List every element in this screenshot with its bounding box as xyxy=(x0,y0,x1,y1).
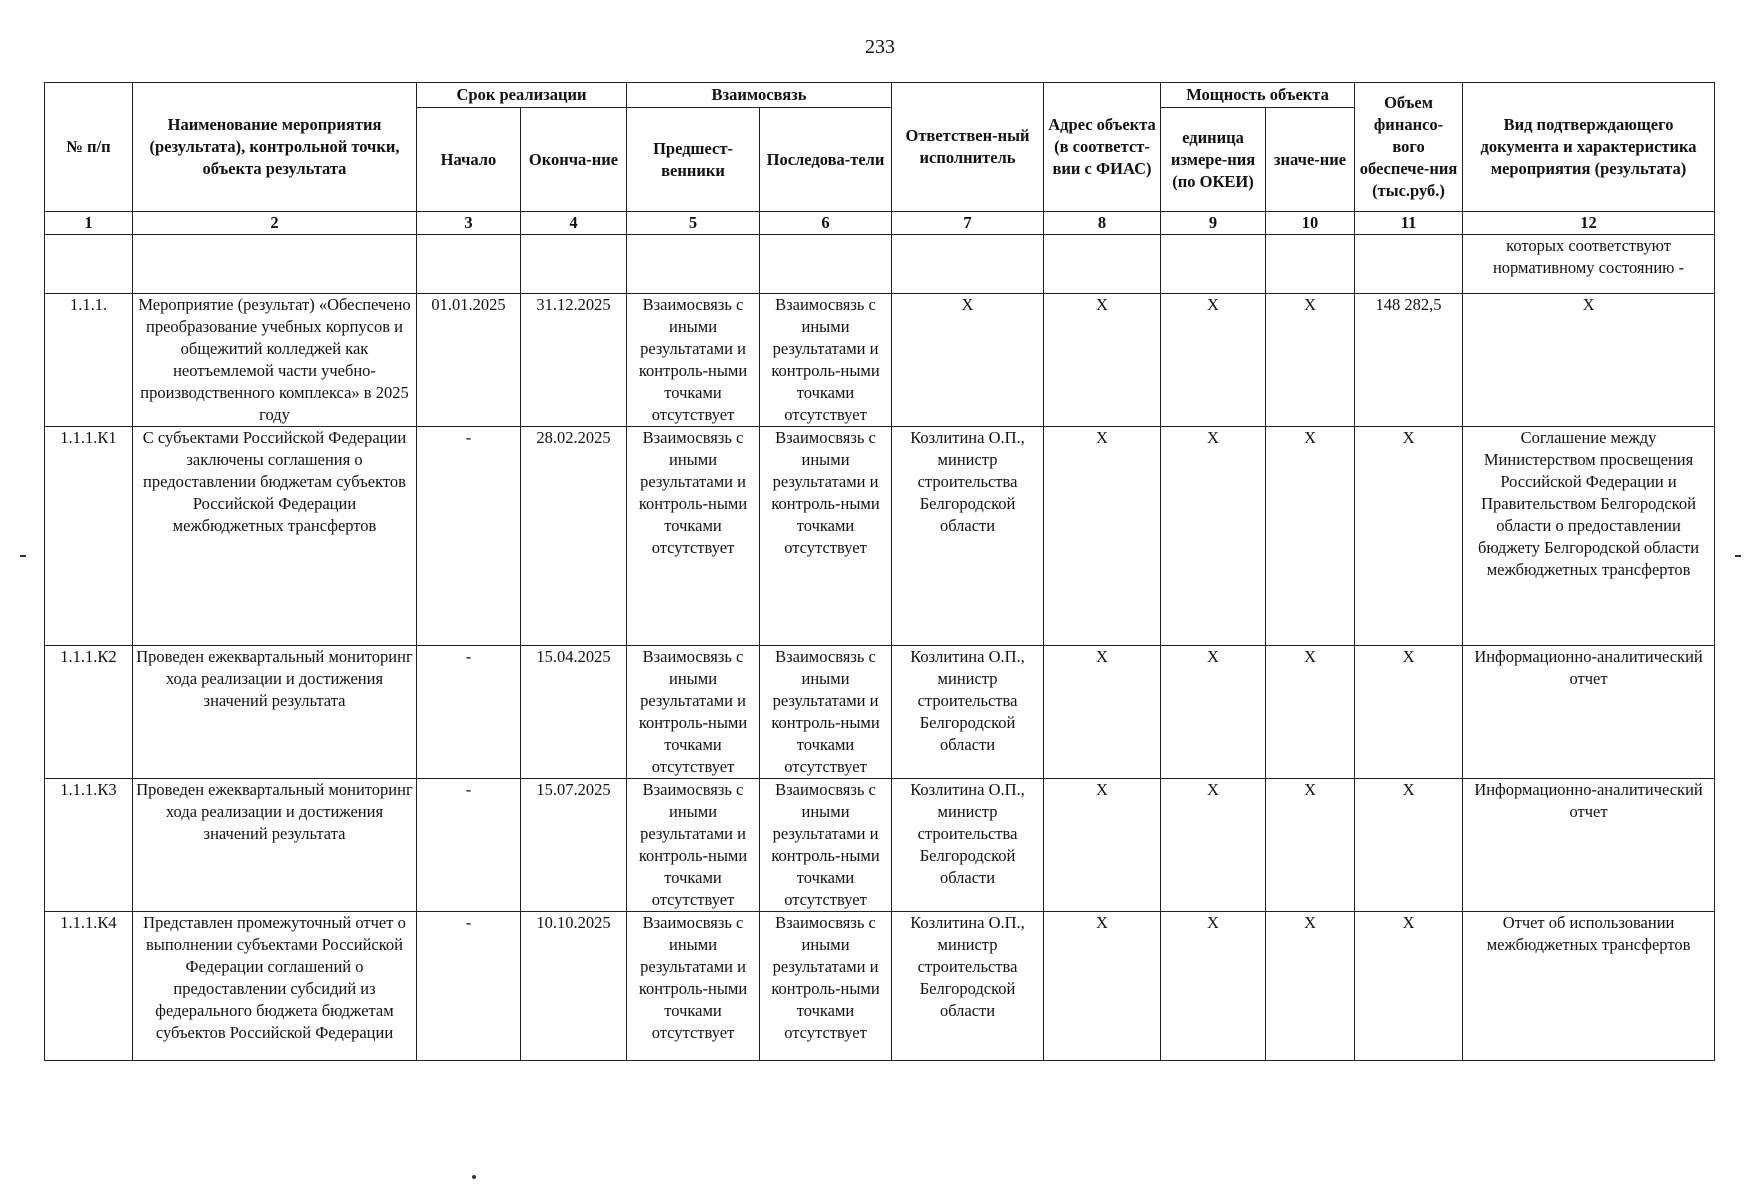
row-start: - xyxy=(417,912,521,1061)
row-end: 10.10.2025 xyxy=(521,912,627,1061)
header-name: Наименование мероприятия (результата), контрольной точки, объекта результата xyxy=(133,83,417,212)
scan-mark xyxy=(472,1175,476,1179)
row-document: Отчет об использовании межбюджетных трансфертов xyxy=(1463,912,1715,1061)
column-number: 5 xyxy=(627,212,760,235)
row-predecessors: Взаимосвязь с иными результатами и контроль-ными точками отсутствует xyxy=(627,779,760,912)
row-funding: Х xyxy=(1355,912,1463,1061)
row-unit: Х xyxy=(1161,912,1266,1061)
row-funding: Х xyxy=(1355,646,1463,779)
row-address: Х xyxy=(1044,779,1161,912)
row-start: - xyxy=(417,779,521,912)
row-num: 1.1.1.К1 xyxy=(45,427,133,646)
row-start: 01.01.2025 xyxy=(417,294,521,427)
row-unit: Х xyxy=(1161,294,1266,427)
header-period: Срок реализации xyxy=(417,83,627,108)
header-responsible: Ответствен-ный исполнитель xyxy=(892,83,1044,212)
column-number: 6 xyxy=(760,212,892,235)
row-address: Х xyxy=(1044,427,1161,646)
row-value: Х xyxy=(1266,427,1355,646)
header-value: значе-ние xyxy=(1266,108,1355,212)
row-start: - xyxy=(417,646,521,779)
header-successors: Последова-тели xyxy=(760,108,892,212)
row-predecessors: Взаимосвязь с иными результатами и контроль-ными точками отсутствует xyxy=(627,294,760,427)
row-successors: Взаимосвязь с иными результатами и контроль-ными точками отсутствует xyxy=(760,427,892,646)
row-num: 1.1.1. xyxy=(45,294,133,427)
row-value: Х xyxy=(1266,779,1355,912)
row-document: Х xyxy=(1463,294,1715,427)
column-number: 1 xyxy=(45,212,133,235)
table-row xyxy=(45,646,1715,779)
header-relation: Взаимосвязь xyxy=(627,83,892,108)
row-successors: Взаимосвязь с иными результатами и контроль-ными точками отсутствует xyxy=(760,294,892,427)
row-name: Мероприятие (результат) «Обеспечено преобразование учебных корпусов и общежитий колледжей как неотъемлемой части учебно-производственного комплекса» в 2025 году xyxy=(133,294,417,427)
row-name: Проведен ежеквартальный мониторинг хода реализации и достижения значений результата xyxy=(133,646,417,779)
column-number: 11 xyxy=(1355,212,1463,235)
row-responsible: Козлитина О.П., министр строительства Белгородской области xyxy=(892,646,1044,779)
column-number: 12 xyxy=(1463,212,1715,235)
row-predecessors: Взаимосвязь с иными результатами и контроль-ными точками отсутствует xyxy=(627,646,760,779)
column-number: 7 xyxy=(892,212,1044,235)
row-value: Х xyxy=(1266,646,1355,779)
row-unit: Х xyxy=(1161,427,1266,646)
row-responsible: Козлитина О.П., министр строительства Белгородской области xyxy=(892,427,1044,646)
row-document: Информационно-аналитический отчет xyxy=(1463,646,1715,779)
row-responsible: Козлитина О.П., министр строительства Белгородской области xyxy=(892,779,1044,912)
row-document: Информационно-аналитический отчет xyxy=(1463,779,1715,912)
column-number-row xyxy=(45,212,1715,235)
table-row xyxy=(45,779,1715,912)
column-number: 2 xyxy=(133,212,417,235)
table-header xyxy=(45,83,1715,212)
header-funding: Объем финансо-вого обеспече-ния (тыс.руб.) xyxy=(1355,83,1463,212)
header-address: Адрес объекта (в соответст-вии с ФИАС) xyxy=(1044,83,1161,212)
row-name: Представлен промежуточный отчет о выполнении субъектами Российской Федерации соглашений о предоставлении субсидий из федерального бюджета бюджетам субъектов Российской Федерации xyxy=(133,912,417,1061)
row-responsible: Козлитина О.П., министр строительства Белгородской области xyxy=(892,912,1044,1061)
row-num: 1.1.1.К3 xyxy=(45,779,133,912)
header-capacity: Мощность объекта xyxy=(1161,83,1355,108)
header-unit: единица измере-ния (по ОКЕИ) xyxy=(1161,108,1266,212)
page-number: 233 xyxy=(865,36,895,58)
row-end: 15.07.2025 xyxy=(521,779,627,912)
row-value: Х xyxy=(1266,294,1355,427)
row-unit: Х xyxy=(1161,779,1266,912)
row-funding: Х xyxy=(1355,427,1463,646)
row-end: 15.04.2025 xyxy=(521,646,627,779)
row-successors: Взаимосвязь с иными результатами и контроль-ными точками отсутствует xyxy=(760,779,892,912)
header-document: Вид подтверждающего документа и характеристика мероприятия (результата) xyxy=(1463,83,1715,212)
row-end: 31.12.2025 xyxy=(521,294,627,427)
row-funding: 148 282,5 xyxy=(1355,294,1463,427)
row-responsible: Х xyxy=(892,294,1044,427)
row-address: Х xyxy=(1044,646,1161,779)
row-num: 1.1.1.К2 xyxy=(45,646,133,779)
table-row xyxy=(45,427,1715,646)
table-row xyxy=(45,912,1715,1061)
row-name: С субъектами Российской Федерации заключены соглашения о предоставлении бюджетам субъектов Российской Федерации межбюджетных трансфертов xyxy=(133,427,417,646)
activities-table xyxy=(44,82,1715,1061)
row-value: Х xyxy=(1266,912,1355,1061)
column-number: 4 xyxy=(521,212,627,235)
column-number: 9 xyxy=(1161,212,1266,235)
row-end: 28.02.2025 xyxy=(521,427,627,646)
header-predecessors: Предшест-венники xyxy=(627,108,760,212)
row-address: Х xyxy=(1044,912,1161,1061)
column-number: 10 xyxy=(1266,212,1355,235)
row-predecessors: Взаимосвязь с иными результатами и контроль-ными точками отсутствует xyxy=(627,912,760,1061)
scan-mark xyxy=(20,555,26,557)
row-name: Проведен ежеквартальный мониторинг хода реализации и достижения значений результата xyxy=(133,779,417,912)
table-row xyxy=(45,294,1715,427)
header-start: Начало xyxy=(417,108,521,212)
row-unit: Х xyxy=(1161,646,1266,779)
row-funding: Х xyxy=(1355,779,1463,912)
row-num: 1.1.1.К4 xyxy=(45,912,133,1061)
row-address: Х xyxy=(1044,294,1161,427)
header-num: № п/п xyxy=(45,83,133,212)
header-end: Оконча-ние xyxy=(521,108,627,212)
row-successors: Взаимосвязь с иными результатами и контроль-ными точками отсутствует xyxy=(760,912,892,1061)
scan-mark xyxy=(1735,555,1741,557)
continuation-document-text: которых соответствуют нормативному состоянию - xyxy=(1463,235,1715,294)
continuation-row xyxy=(45,235,1715,294)
row-start: - xyxy=(417,427,521,646)
row-predecessors: Взаимосвязь с иными результатами и контроль-ными точками отсутствует xyxy=(627,427,760,646)
column-number: 3 xyxy=(417,212,521,235)
row-document: Соглашение между Министерством просвещения Российской Федерации и Правительством Белгородской области о предоставлении бюджету Белгородской области межбюджетных трансфертов xyxy=(1463,427,1715,646)
column-number: 8 xyxy=(1044,212,1161,235)
row-successors: Взаимосвязь с иными результатами и контроль-ными точками отсутствует xyxy=(760,646,892,779)
